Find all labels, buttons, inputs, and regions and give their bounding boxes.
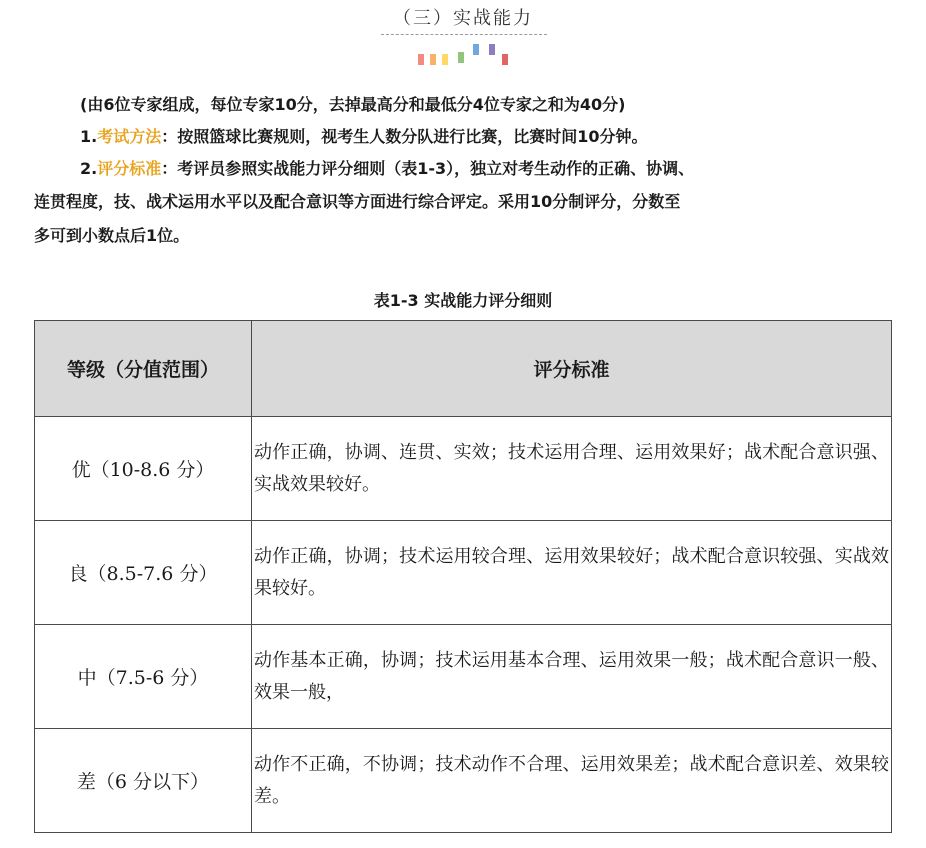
item1-number: 1.: [80, 127, 98, 146]
criteria-cell: 动作不正确，不协调；技术动作不合理、运用效果差；战术配合意识差、效果较差。: [252, 729, 892, 833]
scoring-standard-label: 评分标准: [97, 159, 162, 178]
table-row: [35, 417, 892, 521]
deco-bar: [442, 54, 448, 65]
deco-bar: [430, 54, 436, 65]
item2-number: 2.: [80, 159, 98, 178]
grade-cell: 优（10-8.6 分）: [35, 417, 252, 521]
title-divider: [381, 34, 547, 35]
scoring-standard-paragraph: [80, 156, 694, 179]
table-row: [35, 521, 892, 625]
criteria-cell: 动作正确，协调；技术运用较合理、运用效果较好；战术配合意识较强、实战效果较好。: [252, 521, 892, 625]
criteria-cell: 动作正确，协调、连贯、实效；技术运用合理、运用效果好；战术配合意识强、实战效果较好。: [252, 417, 892, 521]
table-header-row: [35, 321, 892, 417]
grade-cell: 中（7.5-6 分）: [35, 625, 252, 729]
criteria-column-header: 评分标准: [252, 321, 892, 417]
deco-bar: [489, 44, 495, 55]
deco-bar: [418, 54, 424, 65]
scoring-table: [34, 320, 892, 833]
scoring-standard-text-1: ：考评员参照实战能力评分细则（表1-3），独立对考生动作的正确、协调、: [161, 159, 695, 178]
scoring-standard-text-3: 多可到小数点后1位。: [34, 226, 190, 245]
grade-cell: 差（6 分以下）: [35, 729, 252, 833]
grade-column-header: 等级（分值范围）: [35, 321, 252, 417]
deco-bar: [473, 44, 479, 55]
deco-bar: [502, 54, 508, 65]
exam-method-label: 考试方法: [97, 127, 162, 146]
grade-cell: 良（8.5-7.6 分）: [35, 521, 252, 625]
scoring-note: (由6位专家组成，每位专家10分，去掉最高分和最低分4位专家之和为40分): [80, 95, 626, 114]
table-caption: 表1-3 实战能力评分细则: [373, 291, 553, 310]
table-row: [35, 729, 892, 833]
scoring-standard-text-2: 连贯程度，技、战术运用水平以及配合意识等方面进行综合评定。采用10分制评分，分数至: [34, 192, 681, 211]
deco-bar: [458, 52, 464, 63]
exam-method-paragraph: [80, 124, 648, 147]
exam-method-text: ：按照篮球比赛规则，视考生人数分队进行比赛，比赛时间10分钟。: [161, 127, 648, 146]
table-row: [35, 625, 892, 729]
criteria-cell: 动作基本正确，协调；技术运用基本合理、运用效果一般；战术配合意识一般、效果一般，: [252, 625, 892, 729]
decorative-color-bars: [418, 42, 518, 70]
section-title: （三）实战能力: [393, 8, 533, 29]
